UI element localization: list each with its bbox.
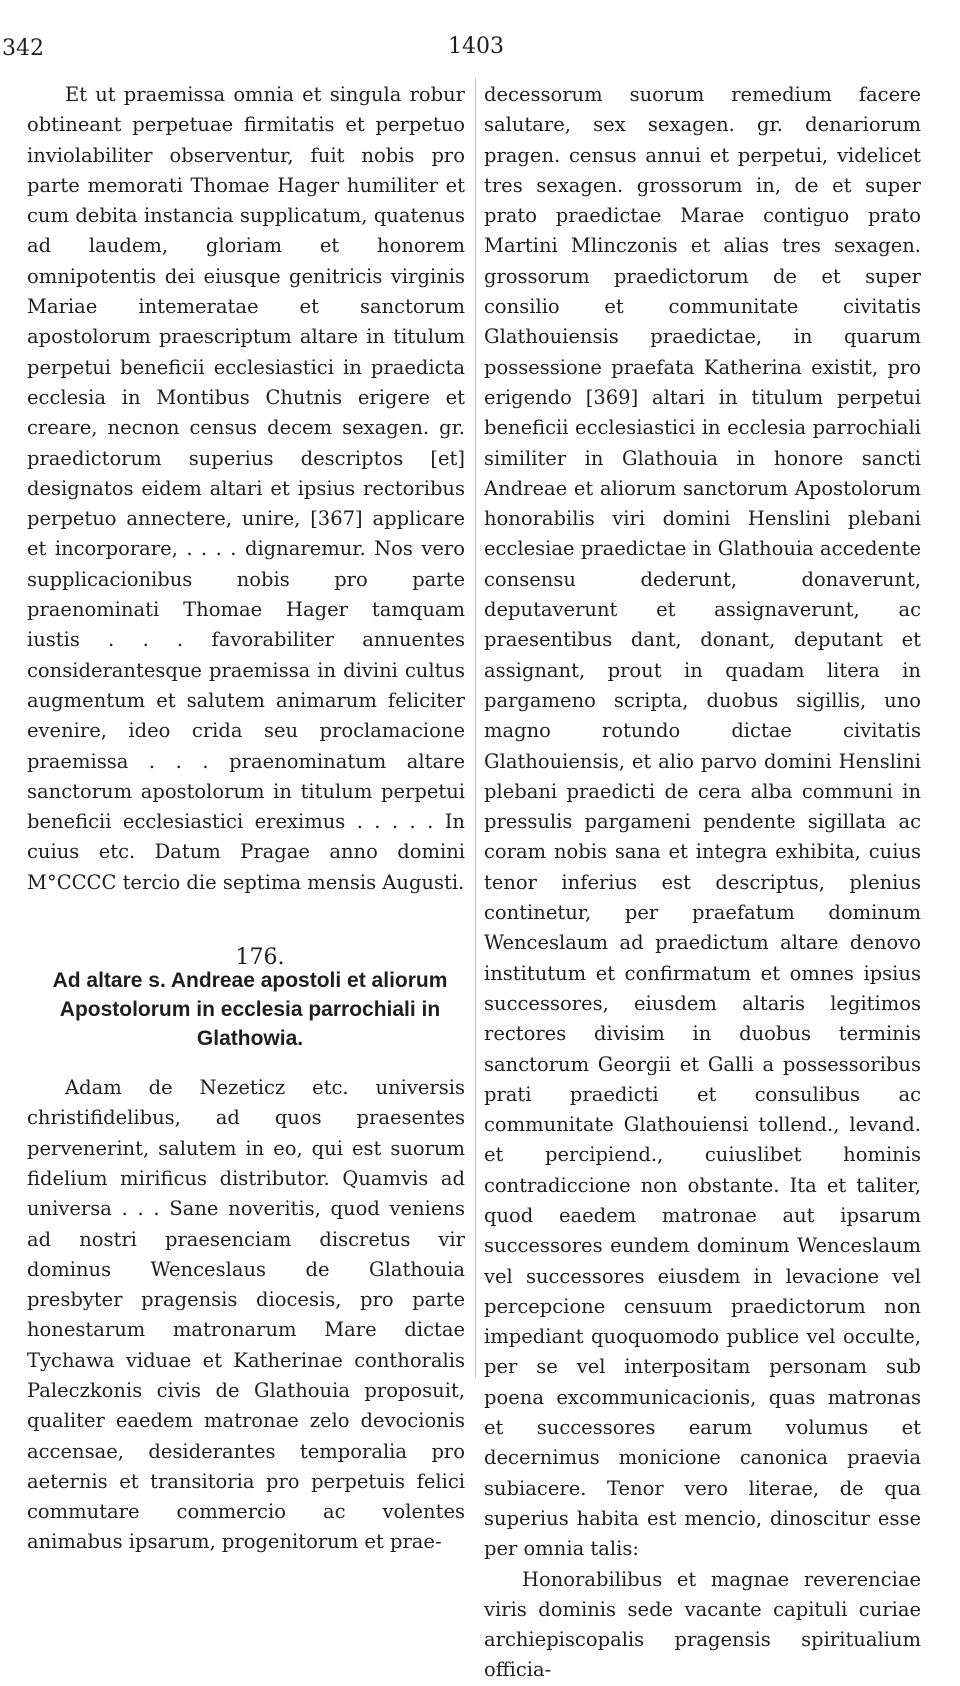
heading-line-1: Ad altare s. Andreae apostoli et aliorum <box>52 969 448 993</box>
paragraph-charter-opening: Adam de Nezeticz etc. universis christifidelibus, ad quos praesentes pervenerint, salutem in eo, qui est suorum fidelium mirificus distributor. Quamvis ad universa . . . Sane noveritis, quod veniens ad nostri praesenciam discretus vir dominus Wenceslaus de Glathouia presbyter pragensis diocesis, pro parte honestarum matronarum Mare dictae Tychawa viduae et Katherinae conthoralis Paleczkonis civis de Glathouia proposuit, qualiter eaedem matronae zelo devocionis accensae, desiderantes temporalia pro aeternis et transitoria pro perpetuis felici commutare commercio ac volentes animabus ipsarum, progenitorum et prae- <box>27 1076 465 1554</box>
document-number: 176. <box>235 945 285 971</box>
column-divider <box>475 78 476 1378</box>
heading-line-3: Glathowia. <box>196 1027 304 1051</box>
paragraph-charter-continuation: decessorum suorum remedium facere salutare, sex sexagen. gr. denariorum pragen. census annui et perpetui, videlicet tres sexagen. grossorum in, de et super prato praedictae Marae contiguo prato Martini Mlinczonis et alias tres sexagen. grossorum praedictorum de et super consilio et communitate civitatis Glathouiensis praedictae, in quarum possessione praefata Katherina existit, pro erigendo [369] altari in titulum perpetui beneficii ecclesiastici in ecclesia parrochiali similiter in Glathouia in honore sancti Andreae et aliorum sanctorum Apostolorum honorabilis viri domini Henslini plebani ecclesiae praedictae in Glathouia accedente consensu dederunt, donaverunt, deputaverunt et assignaverunt, ac praesentibus dant, donant, deputant et assignant, prout in quadam litera in pargameno scripta, duobus sigillis, uno magno rotundo dictae civitatis Glathouiensis, et alio parvo domini Henslini plebani praedicti de cera alba communi in pressulis pargameni pendente sigillata ac coram nobis sana et integra exhibita, cuius tenor inferius est descriptus, plenius continetur, per praefatum dominum Wenceslaum ad praedictum altare denovo institutum et confirmatum et omnes ipsius successores, eiusdem altaris legitimos rectores divisim in duobus terminis sanctorum Georgii et Galli a possessoribus prati praedicti et consulibus ac communitate Glathouiensi tollend., levand. et percipiend., cuiuslibet hominis contradiccione non obstante. Ita et taliter, quod eaedem matronae aut ipsarum successores eundem dominum Wenceslaum vel successores eiusdem in levacione vel percepcione censuum praedictorum non impediant quoquomodo publice vel occulte, per se vel interpositam personam sub poena excommunicacionis, quas matronas et successores earum volumus et decernimus monicione canonica praevia subiacere. Tenor vero literae, de qua superius habita est mencio, dinoscitur esse per omnia talis: <box>484 83 921 1561</box>
paragraph-privilege-text: Et ut praemissa omnia et singula robur obtineant perpetuae firmitatis et perpetuo inviolabiliter observentur, fuit nobis pro parte memorati Thomae Hager humiliter et cum debita instancia supplicatum, quatenus ad laudem, gloriam et honorem omnipotentis dei eiusque genitricis virginis Mariae intemeratae et sanctorum apostolorum praescriptum altare in titulum perpetui beneficii ecclesiastici in praedicta ecclesia in Montibus Chutnis erigere et creare, necnon census decem sexagen. gr. praedictorum superius descriptos [et] designatos eidem altari et ipsius rectoribus perpetuo annectere, unire, [367] applicare et incorporare, . . . . dignaremur. Nos vero supplicacionibus nobis pro parte praenominati Thomae Hager tamquam iustis . . . favorabiliter annuentes considerantesque praemissa in divini cultus augmentum et salutem animarum feliciter evenire, ideo crida seu proclamacione praemissa . . . praenominatum altare sanctorum apostolorum in titulum perpetui beneficii ecclesiastici ereximus . . . . . In cuius etc. Datum Pragae anno domini M°CCCC tercio die septima mensis Augusti. <box>27 83 465 894</box>
document-heading <box>27 966 465 1053</box>
right-column <box>484 80 921 1686</box>
left-column <box>27 80 465 1558</box>
running-header <box>0 30 960 60</box>
heading-line-2: Apostolorum in ecclesia parrochiali in <box>59 998 441 1022</box>
year-heading: 1403 <box>448 34 504 59</box>
page-number: 342 <box>2 36 44 61</box>
paragraph-letter-opening: Honorabilibus et magnae reverenciae viris dominis sede vacante capituli curiae archiepiscopalis pragensis spiritualium officia- <box>484 1567 921 1682</box>
